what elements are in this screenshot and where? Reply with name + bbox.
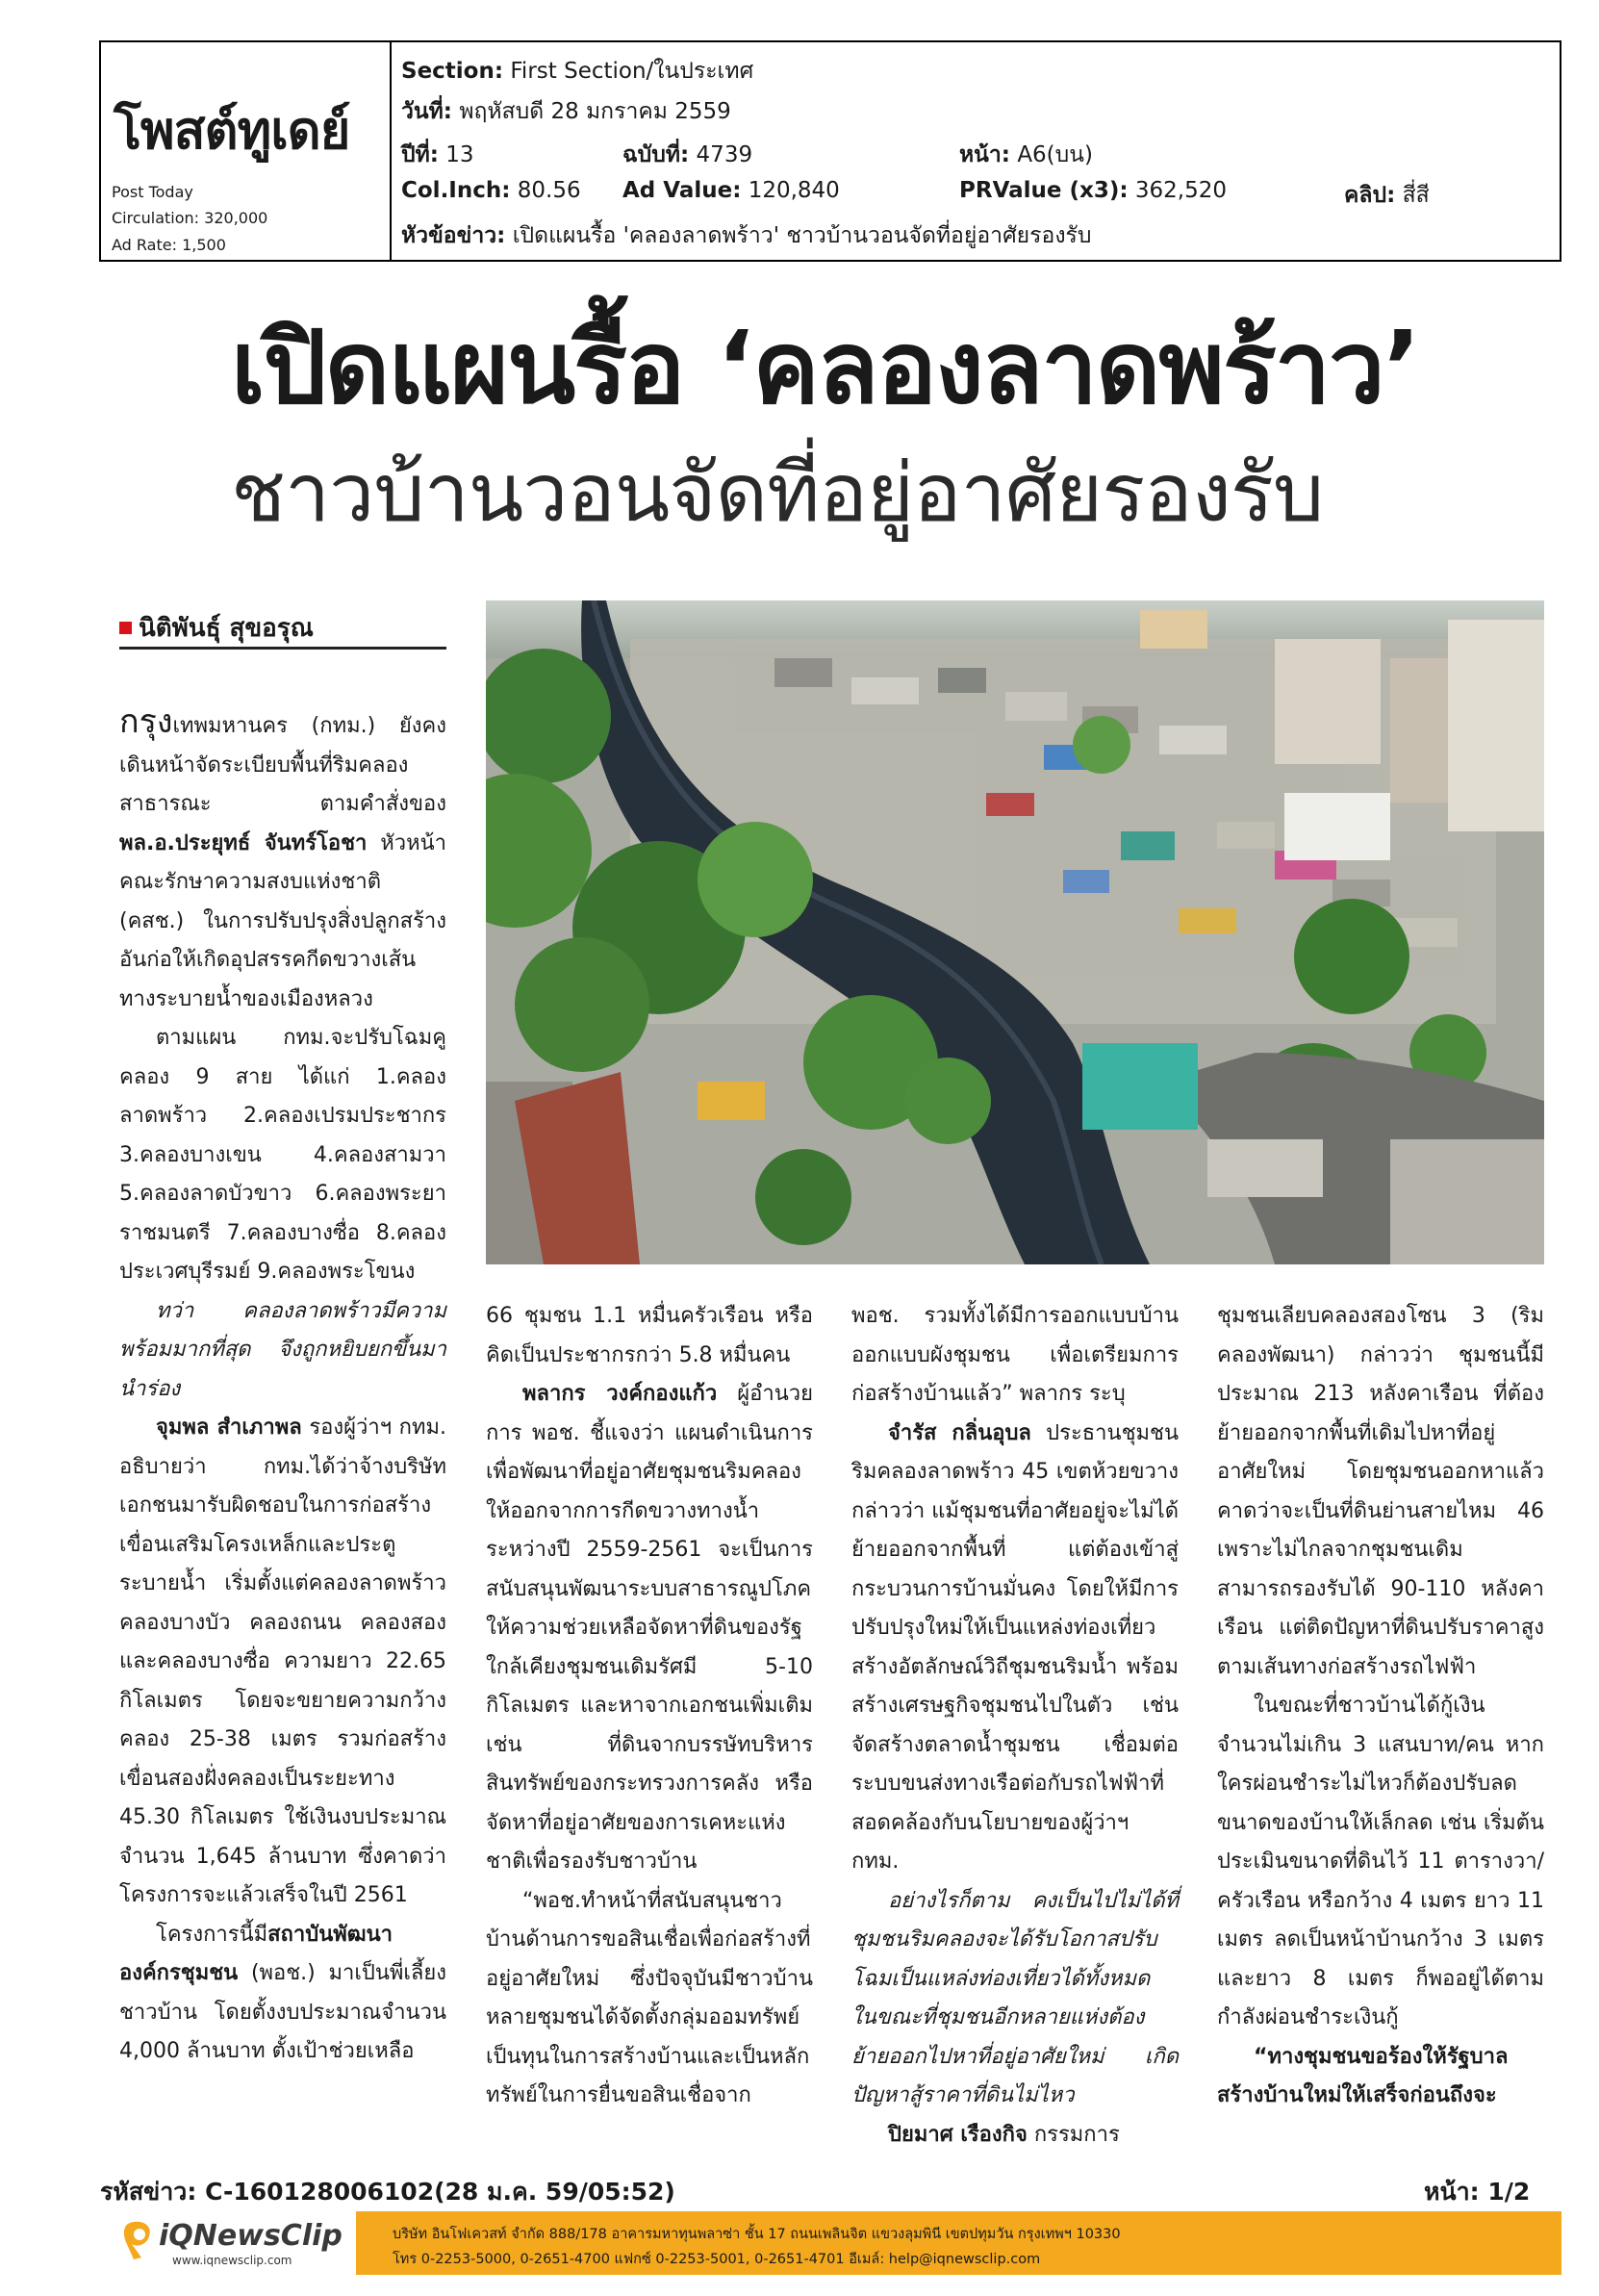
col4-paragraph-1: ชุมชนเลียบคลองสองโซน 3 (ริมคลองพัฒนา) กล่าวว่า ชุมชนนี้มีประมาณ 213 หลังคาเรือน ที่ต้องย้ายออกจากพื้นที่เดิมไปหาที่อยู่อาศัยใหม่ โดยชุมชนออกหาแล้วคาดว่าจะเป็นที่ดินย่านสายไหม 46 เพราะไม่ไกลจากชุมชนเดิม สามารถรองรับได้ 90-110 หลังคาเรือน แต่ติดปัญหาที่ดินปรับราคาสูงตามเส้นทางก่อสร้างรถไฟฟ้า (1217, 1304, 1544, 1679)
dropcap: กรุง (119, 702, 173, 741)
circulation-info: Circulation: 320,000 (112, 209, 268, 227)
col1-paragraph-1: กรุงเทพมหานคร (กทม.) ยังคงเดินหน้าจัดระเบียบพื้นที่ริมคลองสาธารณะ ตามคำสั่งของพล.อ.ประยุทธ์ จันทร์โอชา หัวหน้าคณะรักษาความสงบแห่งชาติ (คสช.) ในการปรับปรุงสิ่งปลูกสร้างอันก่อให้เกิดอุปสรรคกีดขวางเส้นทางระบายน้ำของเมืองหลวง (119, 702, 446, 1011)
col3-paragraph-3: อย่างไรก็ตาม คงเป็นไปไม่ได้ที่ชุมชนริมคลองจะได้รับโอกาสปรับโฉมเป็นแหล่งท่องเที่ยวได้ทั้งหมด ในขณะที่ชุมชนอีกหลายแห่งต้องย้ายออกไปหาที่อยู่อาศัยใหม่ เกิดปัญหาสู้ราคาที่ดินไม่ไหว (851, 1888, 1179, 2107)
col4-paragraph-2: ในขณะที่ชาวบ้านได้กู้เงินจำนวนไม่เกิน 3 แสนบาท/คน หากใครผ่อนชำระไม่ไหวก็ต้องปรับลดขนาดของบ้านให้เล็กลด เช่น เริ่มต้นประเมินขนาดที่ดินไว้ 11 ตารางวา/ครัวเรือน หรือกว้าง 4 เมตร ยาว 11 เมตร ลดเป็นหน้าบ้านกว้าง 3 เมตร และยาว 8 เมตร ก็พออยู่ได้ตามกำลังผ่อนชำระเงินกู้ (1217, 1694, 1544, 2029)
section-info: Section: First Section/ในประเทศ (401, 59, 754, 84)
col4-paragraph-3: “ทางชุมชนขอร้องให้รัฐบาลสร้างบ้านใหม่ให้เสร็จก่อนถึงจะ (1217, 2044, 1509, 2107)
byline: นิติพันธุ์ สุขอรุณ (119, 608, 314, 648)
address-line-1: บริษัท อินโฟเควสท์ จำกัด 888/178 อาคารมหาทุนพลาซ่า ชั้น 17 ถนนเพลินจิต แขวงลุมพินี เขตปทุมวัน กรุงเทพฯ 10330 (393, 2227, 1121, 2242)
header-divider (390, 40, 392, 262)
col2-paragraph-2: พลากร วงค์กองแก้ว ผู้อำนวยการ พอช. ชี้แจงว่า แผนดำเนินการเพื่อพัฒนาที่อยู่อาศัยชุมชนริมคลองให้ออกจากการกีดขวางทางน้ำ ระหว่างปี 2559-2561 จะเป็นการสนับสนุนพัฒนาระบบสาธารณูปโภค ให้ความช่วยเหลือจัดหาที่ดินของรัฐใกล้เคียงชุมชนเดิมรัศมี 5-10 กิโลเมตร และหาจากเอกชนเพิ่มเติม เช่น ที่ดินจากบรรษัทบริหารสินทรัพย์ของกระทรวงการคลัง หรือจัดหาที่อยู่อาศัยของการเคหะแห่งชาติเพื่อรองรับชาวบ้าน (486, 1382, 813, 1874)
footer-address-bar (356, 2211, 1561, 2275)
address-line-2: โทร 0-2253-5000, 0-2651-4700 แฟกซ์ 0-2253-5001, 0-2651-4701 อีเมล์: help@iqnewsclip.com (393, 2252, 1041, 2267)
news-code: รหัสข่าว: C-160128006102(28 ม.ค. 59/05:52) (100, 2178, 675, 2206)
article-column-2 (486, 1297, 813, 2116)
iqnewsclip-logo: iQNewsClip www.iqnewsclip.com (120, 2215, 351, 2273)
page-number: หน้า: 1/2 (1424, 2178, 1531, 2206)
year-info: ปีที่: 13 (401, 142, 474, 167)
prvalue-info: PRValue (x3): 362,520 (959, 178, 1227, 203)
col1-paragraph-2: ตามแผน กทม.จะปรับโฉมคูคลอง 9 สาย ได้แก่ 1.คลองลาดพร้าว 2.คลองเปรมประชากร 3.คลองบางเขน 4.คลองสามวา 5.คลองลาดบัวขาว 6.คลองพระยาราชมนตรี 7.คลองบางซื่อ 8.คลองประเวศบุรีรมย์ 9.คลองพระโขนง (119, 1026, 446, 1284)
article-column-1 (119, 702, 446, 2072)
article-title-line1: เปิดแผนรื้อ ‘คลองลาดพร้าว’ (231, 309, 1420, 426)
col1-paragraph-5: โครงการนี้มีสถาบันพัฒนาองค์กรชุมชน (พอช.) มาเป็นพี่เลี้ยงชาวบ้าน โดยตั้งงบประมาณจำนวน 4,000 ล้านบาท ตั้งเป้าช่วยเหลือ (119, 1922, 446, 2063)
article-column-3 (851, 1297, 1179, 2155)
date-info: วันที่: พฤหัสบดี 28 มกราคม 2559 (401, 99, 731, 124)
page-info: หน้า: A6(บน) (959, 142, 1093, 167)
post-today-label: Post Today (112, 183, 193, 201)
col2-paragraph-3: “พอช.ทำหน้าที่สนับสนุนชาวบ้านด้านการขอสินเชื่อเพื่อก่อสร้างที่อยู่อาศัยใหม่ ซึ่งปัจจุบันมีชาวบ้านหลายชุมชนได้จัดตั้งกลุ่มออมทรัพย์เป็นทุนในการสร้างบ้านและเป็นหลักทรัพย์ในการยื่นขอสินเชื่อจาก (486, 1888, 813, 2107)
col2-paragraph-1: 66 ชุมชน 1.1 หมื่นครัวเรือน หรือคิดเป็นประชากรกว่า 5.8 หมื่นคน (486, 1304, 813, 1367)
col3-paragraph-1: พอช. รวมทั้งได้มีการออกแบบบ้าน ออกแบบผังชุมชน เพื่อเตรียมการก่อสร้างบ้านแล้ว” พลากร ระบุ (851, 1304, 1179, 1406)
byline-marker-icon (119, 622, 132, 634)
col3-paragraph-4: ปิยมาศ เรืองกิจ กรรมการ (888, 2122, 1120, 2147)
advalue-info: Ad Value: 120,840 (622, 178, 840, 203)
colinch-info: Col.Inch: 80.56 (401, 178, 581, 203)
aerial-canal-photo (486, 600, 1544, 1264)
headline-info: หัวข้อข่าว: เปิดแผนรื้อ 'คลองลาดพร้าว' ชาวบ้านวอนจัดที่อยู่อาศัยรองรับ (401, 223, 1092, 248)
publication-name: โพสต์ทูเดย์ (114, 99, 350, 161)
ad-rate-info: Ad Rate: 1,500 (112, 236, 226, 254)
col1-paragraph-3: ทว่า คลองลาดพร้าวมีความพร้อมมากที่สุด จึงถูกหยิบยกขึ้นมานำร่อง (119, 1298, 446, 1401)
article-column-4 (1217, 1297, 1544, 2116)
col1-paragraph-4: จุมพล สำเภาพล รองผู้ว่าฯ กทม. อธิบายว่า กทม.ได้ว่าจ้างบริษัทเอกชนมารับผิดชอบในการก่อสร้างเขื่อนเสริมโครงเหล็กและประตูระบายน้ำ เริ่มตั้งแต่คลองลาดพร้าว คลองบางบัว คลองถนน คลองสอง และคลองบางซื่อ ความยาว 22.65 กิโลเมตร โดยจะขยายความกว้างคลอง 25-38 เมตร รวมก่อสร้างเขื่อนสองฝั่งคลองเป็นระยะทาง 45.30 กิโลเมตร ใช้เงินงบประมาณจำนวน 1,645 ล้านบาท ซึ่งคาดว่าโครงการจะแล้วเสร็จในปี 2561 (119, 1416, 446, 1907)
clip-info: คลิป: สี่สี (1344, 183, 1430, 208)
col3-paragraph-2: จำรัส กลิ่นอุบล ประธานชุมชนริมคลองลาดพร้าว 45 เขตห้วยขวาง กล่าวว่า แม้ชุมชนที่อาศัยอยู่จะไม่ได้ย้ายออกจากพื้นที่ แต่ต้องเข้าสู่กระบวนการบ้านมั่นคง โดยให้มีการปรับปรุงใหม่ให้เป็นแหล่งท่องเที่ยว สร้างอัตลักษณ์วิถีชุมชนริมน้ำ พร้อมสร้างเศรษฐกิจชุมชนไปในตัว เช่น จัดสร้างตลาดน้ำชุมชน เชื่อมต่อระบบขนส่งทางเรือต่อกับรถไฟฟ้าที่สอดคล้องกับนโยบายของผู้ว่าฯ กทม. (851, 1420, 1179, 1874)
article-title-line2: ชาวบ้านวอนจัดที่อยู่อาศัยรองรับ (231, 446, 1324, 540)
issue-info: ฉบับที่: 4739 (622, 142, 753, 167)
byline-rule (119, 647, 446, 650)
